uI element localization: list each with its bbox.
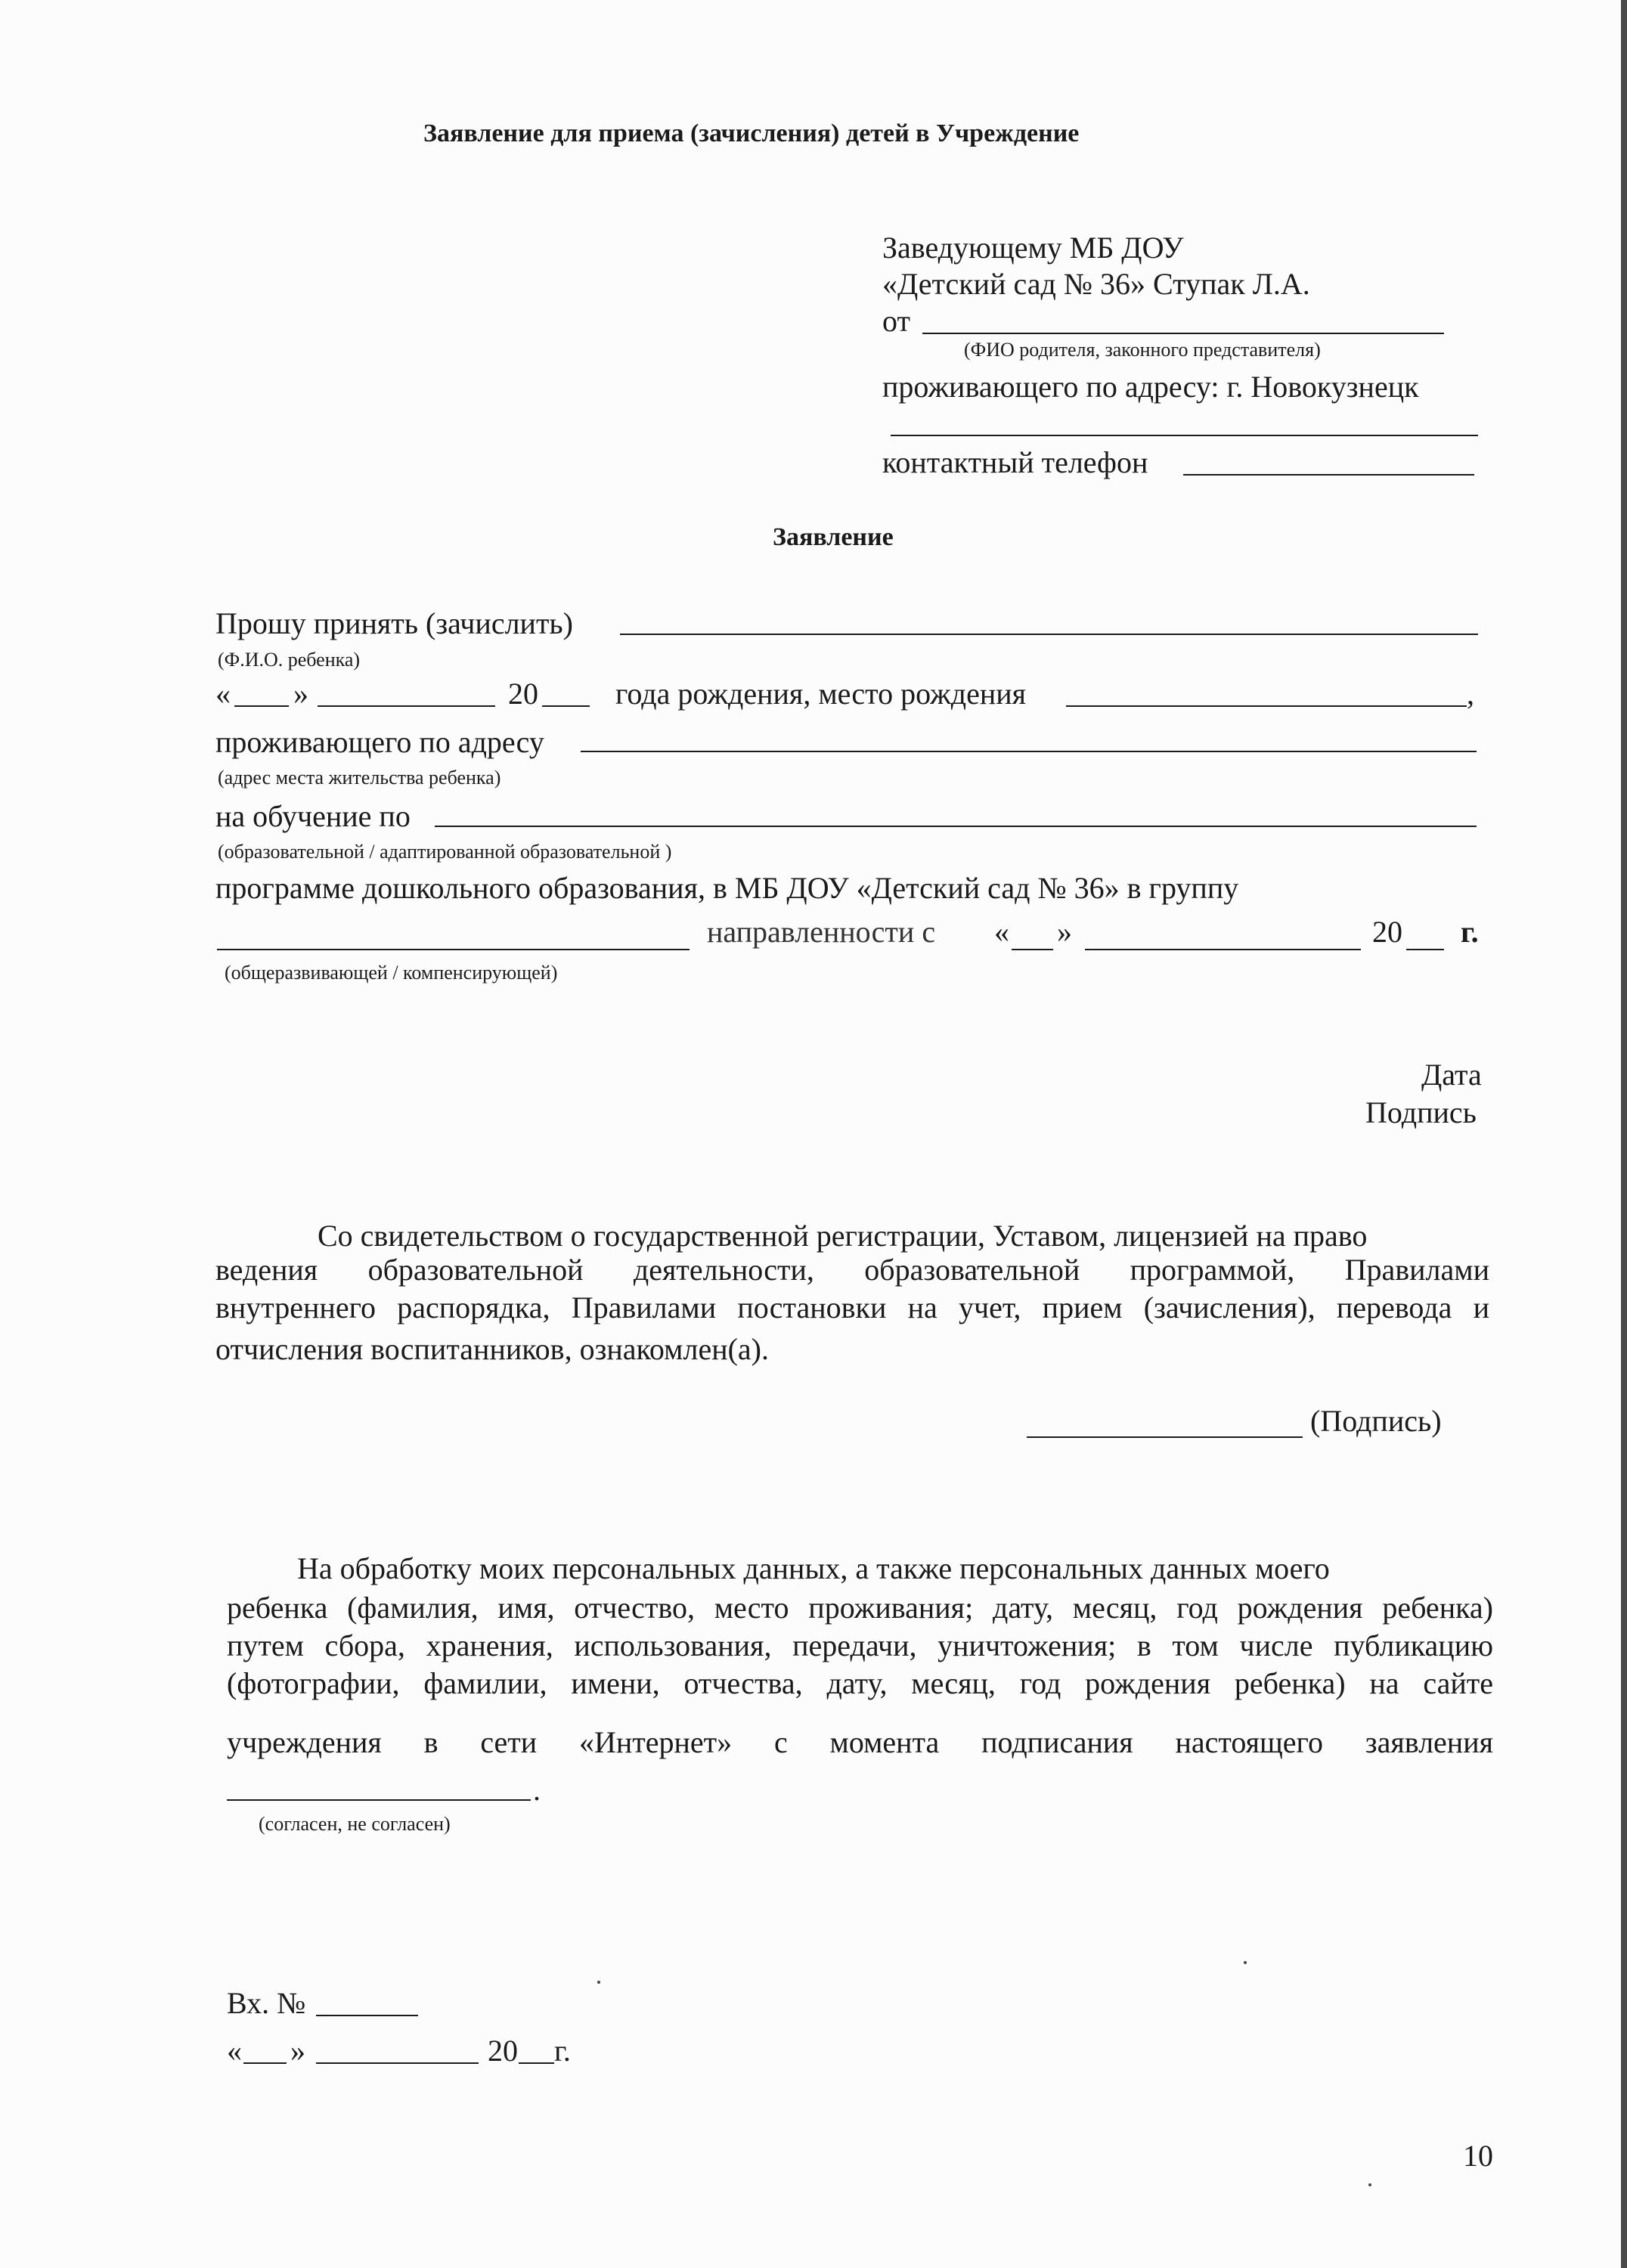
consent-caption: (согласен, не согласен) [259, 1813, 451, 1835]
consent-last-line [227, 1724, 1493, 1761]
registry-quote-open: « [227, 2034, 242, 2068]
start-day-field[interactable] [1012, 949, 1053, 950]
registry-quote-close: » [290, 2034, 305, 2068]
acquaint-line-4: отчисления воспитанников, ознакомлен(а). [215, 1332, 769, 1366]
birth-day-field[interactable] [234, 705, 289, 707]
quote-close: » [293, 677, 308, 711]
scan-edge [1621, 0, 1627, 2268]
child-caption: (Ф.И.О. ребенка) [218, 649, 361, 671]
start-year-suffix: г. [1461, 915, 1479, 949]
birth-year-field[interactable] [542, 705, 590, 707]
date-label: Дата [1421, 1058, 1482, 1092]
consent-line-2: ребенка (фамилия, имя, отчество, место проживания; дату, месяц, год рождения ребенка) [227, 1591, 1493, 1625]
consent-line-1: На обработку моих персональных данных, а также персональных данных моего [297, 1551, 1330, 1585]
address-label: проживающего по адресу [215, 725, 544, 759]
quote-open: « [215, 677, 231, 711]
phone-label: контактный телефон [882, 445, 1148, 479]
birthplace-field[interactable] [1066, 705, 1467, 707]
acquaint-line-2: ведения образовательной деятельности, образовательной программой, Правилами [215, 1253, 1489, 1287]
group-type-field[interactable] [217, 949, 690, 950]
start-quote-open: « [994, 915, 1009, 949]
study-label: на обучение по [215, 799, 411, 833]
registry-day-field[interactable] [243, 2062, 287, 2064]
scan-speck [597, 1981, 600, 1984]
addressee-line-2: «Детский сад № 36» Ступак Л.А. [882, 267, 1310, 301]
birth-label: года рождения, место рождения [615, 677, 1027, 711]
group-caption: (общеразвивающей / компенсирующей) [225, 962, 558, 984]
document-title: Заявление для приема (зачисления) детей в Учреждение [423, 119, 1080, 147]
start-year-field[interactable] [1406, 949, 1444, 950]
program-caption: (образовательной / адаптированной образовательной ) [218, 841, 672, 863]
consent-field[interactable] [227, 1799, 531, 1801]
child-name-field[interactable] [620, 634, 1478, 635]
start-quote-close: » [1057, 915, 1072, 949]
consent-period: . [533, 1773, 541, 1807]
address-caption: (адрес места жительства ребенка) [218, 767, 501, 789]
direction-label: направленности с [707, 915, 936, 949]
acquaint-signature-field[interactable] [1027, 1436, 1303, 1438]
birth-month-field[interactable] [318, 705, 495, 707]
from-field[interactable] [922, 333, 1444, 334]
child-address-field[interactable] [581, 751, 1477, 752]
year-prefix: 20 [508, 677, 538, 711]
start-month-field[interactable] [1085, 949, 1361, 950]
signature-label: Подпись [1365, 1095, 1477, 1129]
registry-year-prefix: 20 [488, 2034, 518, 2068]
start-year-prefix: 20 [1372, 915, 1402, 949]
scan-speck [1244, 1961, 1247, 1964]
addressee-line-1: Заведующему МБ ДОУ [882, 231, 1184, 265]
acquaint-paragraph [215, 1251, 1489, 1327]
consent-paragraph [227, 1589, 1493, 1703]
acquaint-line-1: Со свидетельством о государственной регистрации, Уставом, лицензией на право [318, 1219, 1368, 1253]
program-text: программе дошкольного образования, в МБ ДОУ «Детский сад № 36» в группу [215, 871, 1239, 905]
birthplace-comma: , [1467, 677, 1474, 711]
consent-line-3: путем сбора, хранения, использования, передачи, уничтожения; в том числе публикацию [227, 1628, 1493, 1662]
acquaint-signature-label: (Подпись) [1310, 1404, 1442, 1438]
page-number: 10 [1463, 2139, 1493, 2173]
residing-label: проживающего по адресу: г. Новокузнецк [882, 370, 1419, 404]
registry-year-suffix: г. [554, 2034, 571, 2068]
phone-field[interactable] [1183, 474, 1474, 476]
residing-field[interactable] [891, 435, 1478, 436]
accept-label: Прошу принять (зачислить) [215, 606, 573, 640]
registry-month-field[interactable] [316, 2062, 479, 2064]
consent-line-4: (фотографии, фамилии, имени, отчества, дату, месяц, год рождения ребенка) на сайте [227, 1666, 1493, 1700]
statement-heading: Заявление [773, 523, 894, 551]
registry-year-field[interactable] [519, 2062, 554, 2064]
scan-speck [1368, 2183, 1371, 2186]
registry-number-field[interactable] [316, 2015, 418, 2016]
registry-number-label: Вх. № [227, 1986, 306, 2020]
consent-line-5: учреждения в сети «Интернет» с момента подписания настоящего заявления [227, 1725, 1493, 1759]
from-caption: (ФИО родителя, законного представителя) [964, 339, 1321, 361]
from-label: от [882, 304, 910, 338]
program-field[interactable] [435, 826, 1477, 827]
acquaint-line-3: внутреннего распорядка, Правилами постановки на учет, прием (зачисления), перевода и [215, 1290, 1489, 1325]
